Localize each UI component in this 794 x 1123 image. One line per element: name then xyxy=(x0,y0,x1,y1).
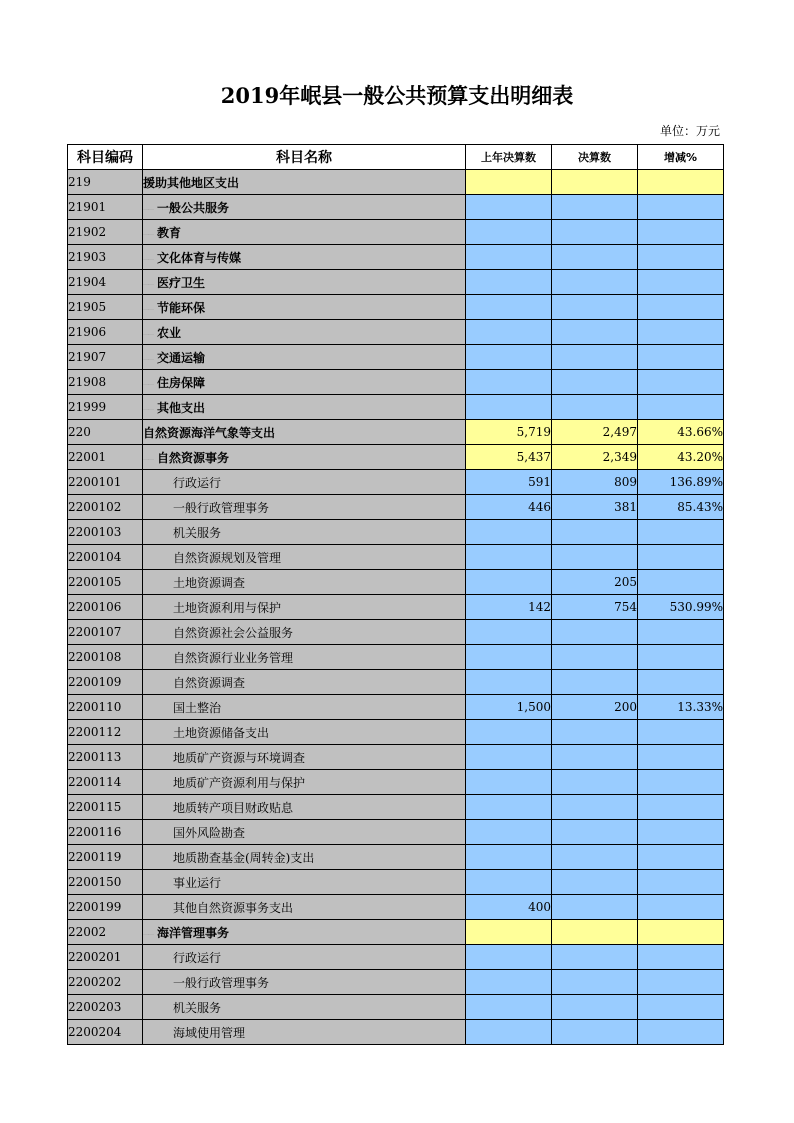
cell-change xyxy=(638,720,724,745)
cell-change xyxy=(638,745,724,770)
cell-name: …… 海洋管理事务 xyxy=(143,920,466,945)
cell-change xyxy=(638,995,724,1020)
cell-name: 地质转产项目财政贴息 xyxy=(143,795,466,820)
cell-code: 2200150 xyxy=(68,870,143,895)
budget-table xyxy=(67,144,724,1045)
cell-final xyxy=(552,220,638,245)
cell-prev-year xyxy=(466,795,552,820)
cell-name: 机关服务 xyxy=(143,995,466,1020)
cell-prev-year xyxy=(466,520,552,545)
cell-prev-year: 446 xyxy=(466,495,552,520)
cell-code: 21901 xyxy=(68,195,143,220)
cell-prev-year xyxy=(466,170,552,195)
table-row xyxy=(68,870,724,895)
cell-code: 2200110 xyxy=(68,695,143,720)
cell-name: 自然资源调查 xyxy=(143,670,466,695)
cell-change xyxy=(638,570,724,595)
cell-code: 21908 xyxy=(68,370,143,395)
cell-final xyxy=(552,845,638,870)
cell-name: 地质勘查基金(周转金)支出 xyxy=(143,845,466,870)
cell-prev-year xyxy=(466,745,552,770)
cell-name: …… 教育 xyxy=(143,220,466,245)
cell-name: 其他自然资源事务支出 xyxy=(143,895,466,920)
cell-final xyxy=(552,920,638,945)
cell-final: 381 xyxy=(552,495,638,520)
cell-code: 2200105 xyxy=(68,570,143,595)
table-row xyxy=(68,370,724,395)
table-row xyxy=(68,920,724,945)
cell-change xyxy=(638,770,724,795)
cell-name: 地质矿产资源与环境调查 xyxy=(143,745,466,770)
cell-prev-year: 1,500 xyxy=(466,695,552,720)
cell-final xyxy=(552,395,638,420)
cell-change xyxy=(638,895,724,920)
cell-change xyxy=(638,295,724,320)
cell-change xyxy=(638,970,724,995)
table-row xyxy=(68,270,724,295)
cell-final xyxy=(552,745,638,770)
cell-prev-year xyxy=(466,820,552,845)
cell-code: 21904 xyxy=(68,270,143,295)
cell-final xyxy=(552,195,638,220)
cell-name: …… 一般公共服务 xyxy=(143,195,466,220)
cell-final xyxy=(552,720,638,745)
cell-change xyxy=(638,920,724,945)
cell-name: 自然资源社会公益服务 xyxy=(143,620,466,645)
cell-code: 2200109 xyxy=(68,670,143,695)
cell-name: 地质矿产资源利用与保护 xyxy=(143,770,466,795)
header-code: 科目编码 xyxy=(68,145,143,170)
table-row xyxy=(68,795,724,820)
cell-change: 43.20% xyxy=(638,445,724,470)
cell-final xyxy=(552,820,638,845)
table-row xyxy=(68,520,724,545)
cell-prev-year xyxy=(466,770,552,795)
table-row xyxy=(68,720,724,745)
cell-prev-year xyxy=(466,845,552,870)
cell-code: 2200202 xyxy=(68,970,143,995)
cell-code: 2200201 xyxy=(68,945,143,970)
cell-final xyxy=(552,270,638,295)
cell-code: 21903 xyxy=(68,245,143,270)
cell-change xyxy=(638,220,724,245)
cell-code: 2200107 xyxy=(68,620,143,645)
table-row xyxy=(68,495,724,520)
table-row xyxy=(68,545,724,570)
table-row xyxy=(68,695,724,720)
cell-code: 219 xyxy=(68,170,143,195)
cell-prev-year xyxy=(466,570,552,595)
cell-prev-year xyxy=(466,370,552,395)
cell-final xyxy=(552,170,638,195)
cell-change xyxy=(638,845,724,870)
header-prev-year: 上年决算数 xyxy=(466,145,552,170)
cell-final xyxy=(552,945,638,970)
cell-change xyxy=(638,170,724,195)
cell-name: 自然资源行业业务管理 xyxy=(143,645,466,670)
cell-code: 2200119 xyxy=(68,845,143,870)
cell-code: 2200199 xyxy=(68,895,143,920)
cell-change xyxy=(638,395,724,420)
cell-change xyxy=(638,370,724,395)
cell-code: 2200112 xyxy=(68,720,143,745)
table-row xyxy=(68,645,724,670)
cell-code: 21999 xyxy=(68,395,143,420)
cell-change xyxy=(638,870,724,895)
cell-prev-year: 591 xyxy=(466,470,552,495)
cell-final: 809 xyxy=(552,470,638,495)
cell-prev-year xyxy=(466,970,552,995)
cell-change xyxy=(638,245,724,270)
cell-code: 21902 xyxy=(68,220,143,245)
cell-final xyxy=(552,620,638,645)
cell-final xyxy=(552,670,638,695)
cell-change xyxy=(638,1020,724,1045)
cell-change: 530.99% xyxy=(638,595,724,620)
cell-final xyxy=(552,345,638,370)
cell-name: 土地资源利用与保护 xyxy=(143,595,466,620)
cell-prev-year xyxy=(466,270,552,295)
cell-change xyxy=(638,545,724,570)
cell-final xyxy=(552,895,638,920)
header-final: 决算数 xyxy=(552,145,638,170)
cell-prev-year: 5,437 xyxy=(466,445,552,470)
cell-change xyxy=(638,345,724,370)
cell-prev-year: 5,719 xyxy=(466,420,552,445)
cell-code: 22002 xyxy=(68,920,143,945)
cell-final: 754 xyxy=(552,595,638,620)
table-row xyxy=(68,420,724,445)
header-name: 科目名称 xyxy=(143,145,466,170)
cell-name: 国土整治 xyxy=(143,695,466,720)
cell-code: 2200108 xyxy=(68,645,143,670)
table-row xyxy=(68,845,724,870)
cell-name: 机关服务 xyxy=(143,520,466,545)
table-row xyxy=(68,345,724,370)
cell-name: 行政运行 xyxy=(143,470,466,495)
cell-change xyxy=(638,820,724,845)
table-row xyxy=(68,945,724,970)
table-row xyxy=(68,395,724,420)
cell-prev-year xyxy=(466,720,552,745)
table-row xyxy=(68,320,724,345)
cell-prev-year xyxy=(466,295,552,320)
cell-name: 一般行政管理事务 xyxy=(143,970,466,995)
table-row xyxy=(68,595,724,620)
cell-name: 援助其他地区支出 xyxy=(143,170,466,195)
cell-change xyxy=(638,795,724,820)
cell-code: 2200103 xyxy=(68,520,143,545)
cell-prev-year xyxy=(466,220,552,245)
cell-change: 13.33% xyxy=(638,695,724,720)
table-row xyxy=(68,1020,724,1045)
cell-prev-year xyxy=(466,645,552,670)
cell-prev-year xyxy=(466,995,552,1020)
table-row xyxy=(68,445,724,470)
cell-final xyxy=(552,520,638,545)
cell-name: 国外风险勘查 xyxy=(143,820,466,845)
cell-prev-year xyxy=(466,345,552,370)
table-row xyxy=(68,570,724,595)
table-row xyxy=(68,295,724,320)
table-row xyxy=(68,245,724,270)
cell-name: …… 农业 xyxy=(143,320,466,345)
cell-change xyxy=(638,645,724,670)
cell-final xyxy=(552,970,638,995)
cell-name: 自然资源海洋气象等支出 xyxy=(143,420,466,445)
cell-final: 205 xyxy=(552,570,638,595)
table-row xyxy=(68,470,724,495)
cell-name: 土地资源储备支出 xyxy=(143,720,466,745)
cell-prev-year xyxy=(466,545,552,570)
table-row xyxy=(68,620,724,645)
cell-prev-year xyxy=(466,870,552,895)
cell-code: 220 xyxy=(68,420,143,445)
table-row xyxy=(68,895,724,920)
cell-name: …… 自然资源事务 xyxy=(143,445,466,470)
cell-final xyxy=(552,770,638,795)
cell-name: …… 节能环保 xyxy=(143,295,466,320)
table-row xyxy=(68,820,724,845)
cell-change xyxy=(638,520,724,545)
cell-code: 2200203 xyxy=(68,995,143,1020)
cell-final xyxy=(552,870,638,895)
cell-change xyxy=(638,320,724,345)
cell-code: 2200113 xyxy=(68,745,143,770)
cell-code: 2200102 xyxy=(68,495,143,520)
cell-final: 200 xyxy=(552,695,638,720)
cell-final xyxy=(552,995,638,1020)
cell-prev-year xyxy=(466,1020,552,1045)
cell-final xyxy=(552,645,638,670)
header-change: 增减% xyxy=(638,145,724,170)
cell-code: 22001 xyxy=(68,445,143,470)
cell-final xyxy=(552,795,638,820)
cell-name: …… 文化体育与传媒 xyxy=(143,245,466,270)
cell-code: 2200116 xyxy=(68,820,143,845)
cell-name: …… 医疗卫生 xyxy=(143,270,466,295)
cell-prev-year xyxy=(466,670,552,695)
table-row xyxy=(68,745,724,770)
cell-code: 2200204 xyxy=(68,1020,143,1045)
cell-prev-year xyxy=(466,920,552,945)
cell-code: 21905 xyxy=(68,295,143,320)
cell-change xyxy=(638,620,724,645)
cell-prev-year: 400 xyxy=(466,895,552,920)
cell-code: 2200114 xyxy=(68,770,143,795)
cell-name: 自然资源规划及管理 xyxy=(143,545,466,570)
cell-change: 43.66% xyxy=(638,420,724,445)
cell-name: …… 交通运输 xyxy=(143,345,466,370)
table-row xyxy=(68,770,724,795)
cell-name: 行政运行 xyxy=(143,945,466,970)
cell-prev-year xyxy=(466,945,552,970)
cell-name: 一般行政管理事务 xyxy=(143,495,466,520)
table-row xyxy=(68,995,724,1020)
cell-code: 21907 xyxy=(68,345,143,370)
cell-name: …… 其他支出 xyxy=(143,395,466,420)
cell-code: 2200106 xyxy=(68,595,143,620)
cell-code: 2200115 xyxy=(68,795,143,820)
cell-name: 海域使用管理 xyxy=(143,1020,466,1045)
cell-final xyxy=(552,320,638,345)
unit-label: 单位：万元 xyxy=(659,124,720,138)
cell-final xyxy=(552,1020,638,1045)
cell-change: 85.43% xyxy=(638,495,724,520)
cell-final xyxy=(552,245,638,270)
cell-change xyxy=(638,270,724,295)
page-title: 2019年岷县一般公共预算支出明细表 xyxy=(220,83,574,108)
cell-prev-year xyxy=(466,245,552,270)
table-row xyxy=(68,170,724,195)
cell-change xyxy=(638,670,724,695)
cell-name: …… 住房保障 xyxy=(143,370,466,395)
cell-code: 2200101 xyxy=(68,470,143,495)
cell-prev-year xyxy=(466,195,552,220)
cell-change xyxy=(638,195,724,220)
cell-change xyxy=(638,945,724,970)
cell-final xyxy=(552,545,638,570)
cell-prev-year: 142 xyxy=(466,595,552,620)
table-row xyxy=(68,970,724,995)
cell-prev-year xyxy=(466,395,552,420)
table-row xyxy=(68,220,724,245)
cell-code: 21906 xyxy=(68,320,143,345)
table-row xyxy=(68,195,724,220)
cell-name: 事业运行 xyxy=(143,870,466,895)
cell-name: 土地资源调查 xyxy=(143,570,466,595)
cell-final xyxy=(552,295,638,320)
table-row xyxy=(68,670,724,695)
cell-final xyxy=(552,370,638,395)
cell-final: 2,497 xyxy=(552,420,638,445)
cell-prev-year xyxy=(466,620,552,645)
cell-prev-year xyxy=(466,320,552,345)
header-row xyxy=(68,145,724,170)
cell-code: 2200104 xyxy=(68,545,143,570)
cell-final: 2,349 xyxy=(552,445,638,470)
cell-change: 136.89% xyxy=(638,470,724,495)
